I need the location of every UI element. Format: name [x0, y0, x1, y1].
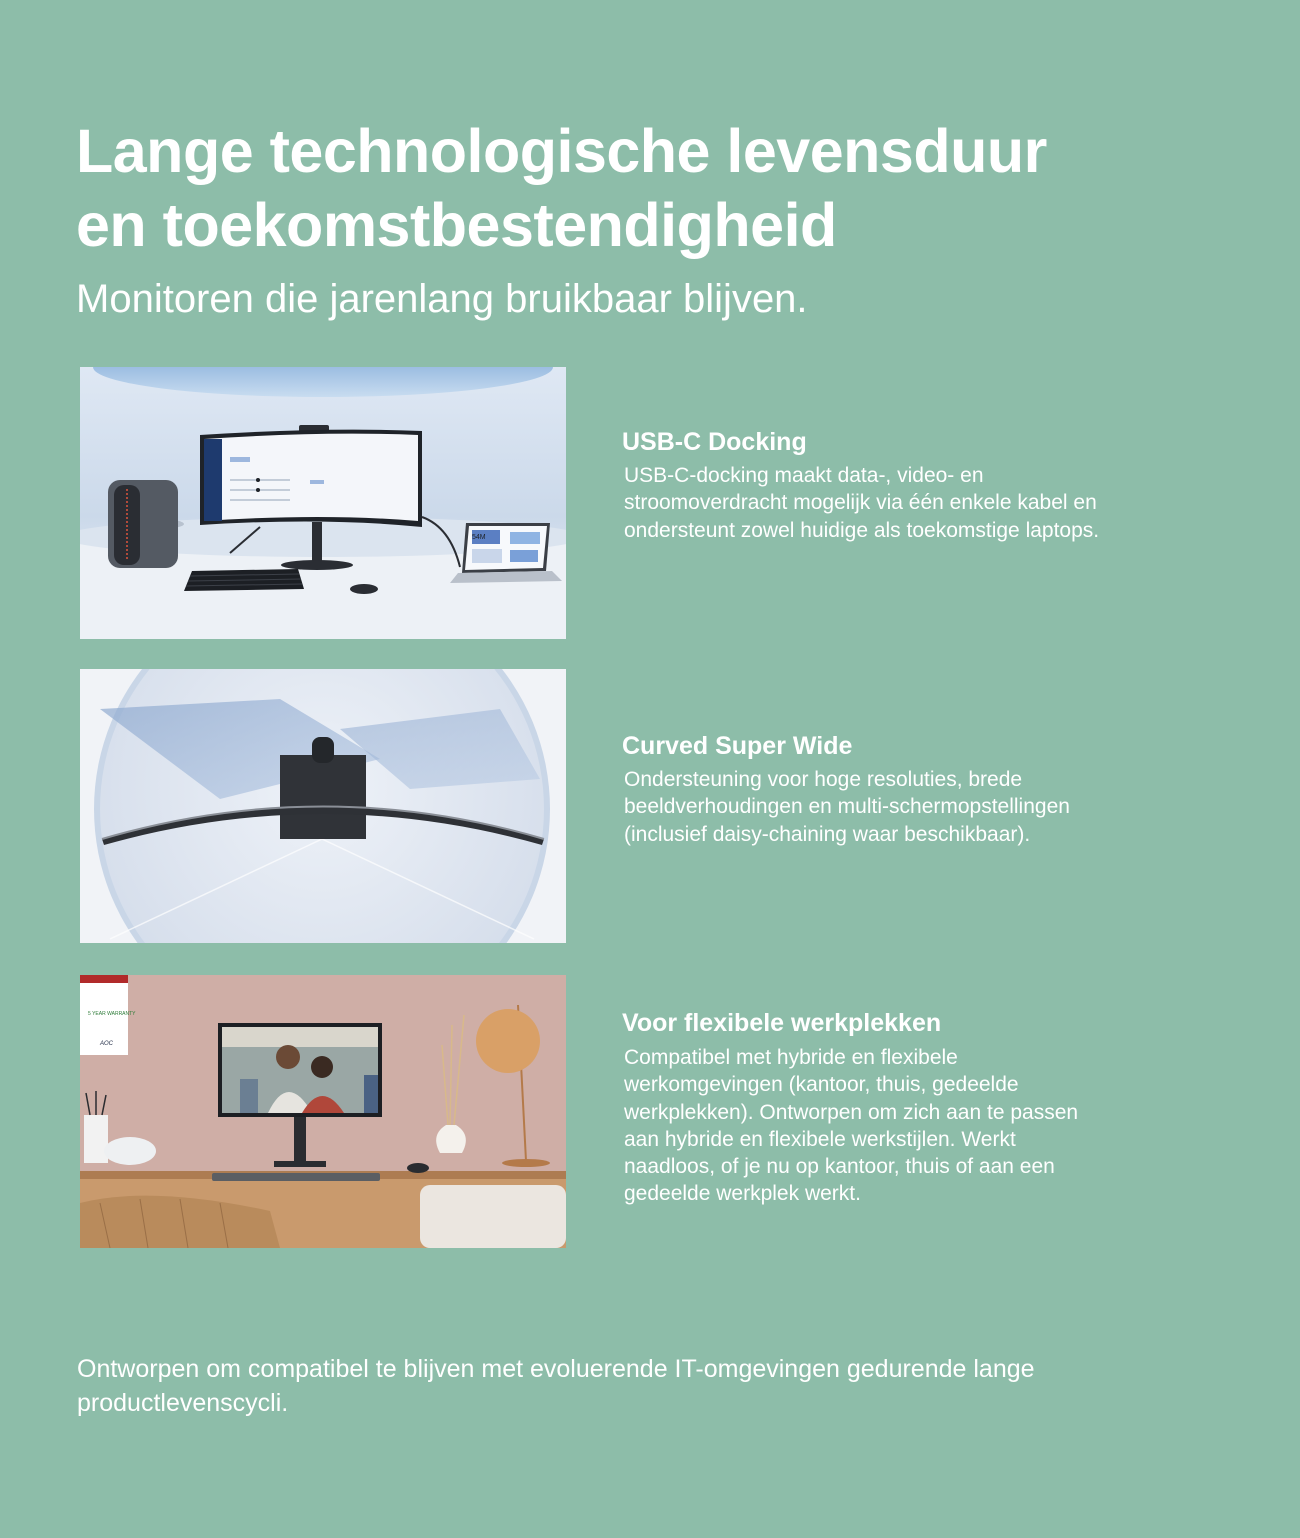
warranty-box-brand: AOC: [100, 1041, 114, 1047]
warranty-box-label: 5 YEAR WARRANTY: [88, 1011, 136, 1017]
curved-super-wide-image: [80, 669, 566, 943]
laptop-stat-label: 54M: [472, 534, 486, 541]
page-title-line-1: Lange technologische levensduur: [76, 117, 1047, 185]
page-title-line-2: en toekomstbestendigheid: [76, 191, 837, 259]
footer-text: Ontworpen om compatibel te blijven met evoluerende IT-omgevingen gedurende lange productlevenscycli.: [77, 1355, 1035, 1417]
usb-c-docking-image: [80, 367, 566, 639]
flexible-workplace-image: [80, 975, 566, 1248]
curved-super-wide-text: Ondersteuning voor hoge resoluties, brede beeldverhoudingen en multi-schermopstellingen (inclusief daisy-chaining waar beschikbaar).: [624, 768, 1070, 846]
flexible-workplace-text: Compatibel met hybride en flexibele werkomgevingen (kantoor, thuis, gedeelde werkplekken). Ontworpen om zich aan te passen aan hybride en flexibele werkstijlen. Werkt naadloos, of je nu op kantoor, thuis of aan een gedeelde werkplek werkt.: [624, 1046, 1079, 1206]
usb-c-docking-title: USB-C Docking: [622, 428, 807, 456]
page-title: [76, 114, 1226, 262]
flexible-workplace-title: Voor flexibele werkplekken: [622, 1009, 942, 1037]
curved-super-wide-title: Curved Super Wide: [622, 732, 853, 760]
page-subtitle: Monitoren die jarenlang bruikbaar blijven.: [76, 277, 808, 321]
usb-c-docking-text: USB-C-docking maakt data-, video- en stroomoverdracht mogelijk via één enkele kabel en ondersteunt zowel huidige als toekomstige laptops.: [624, 464, 1100, 542]
